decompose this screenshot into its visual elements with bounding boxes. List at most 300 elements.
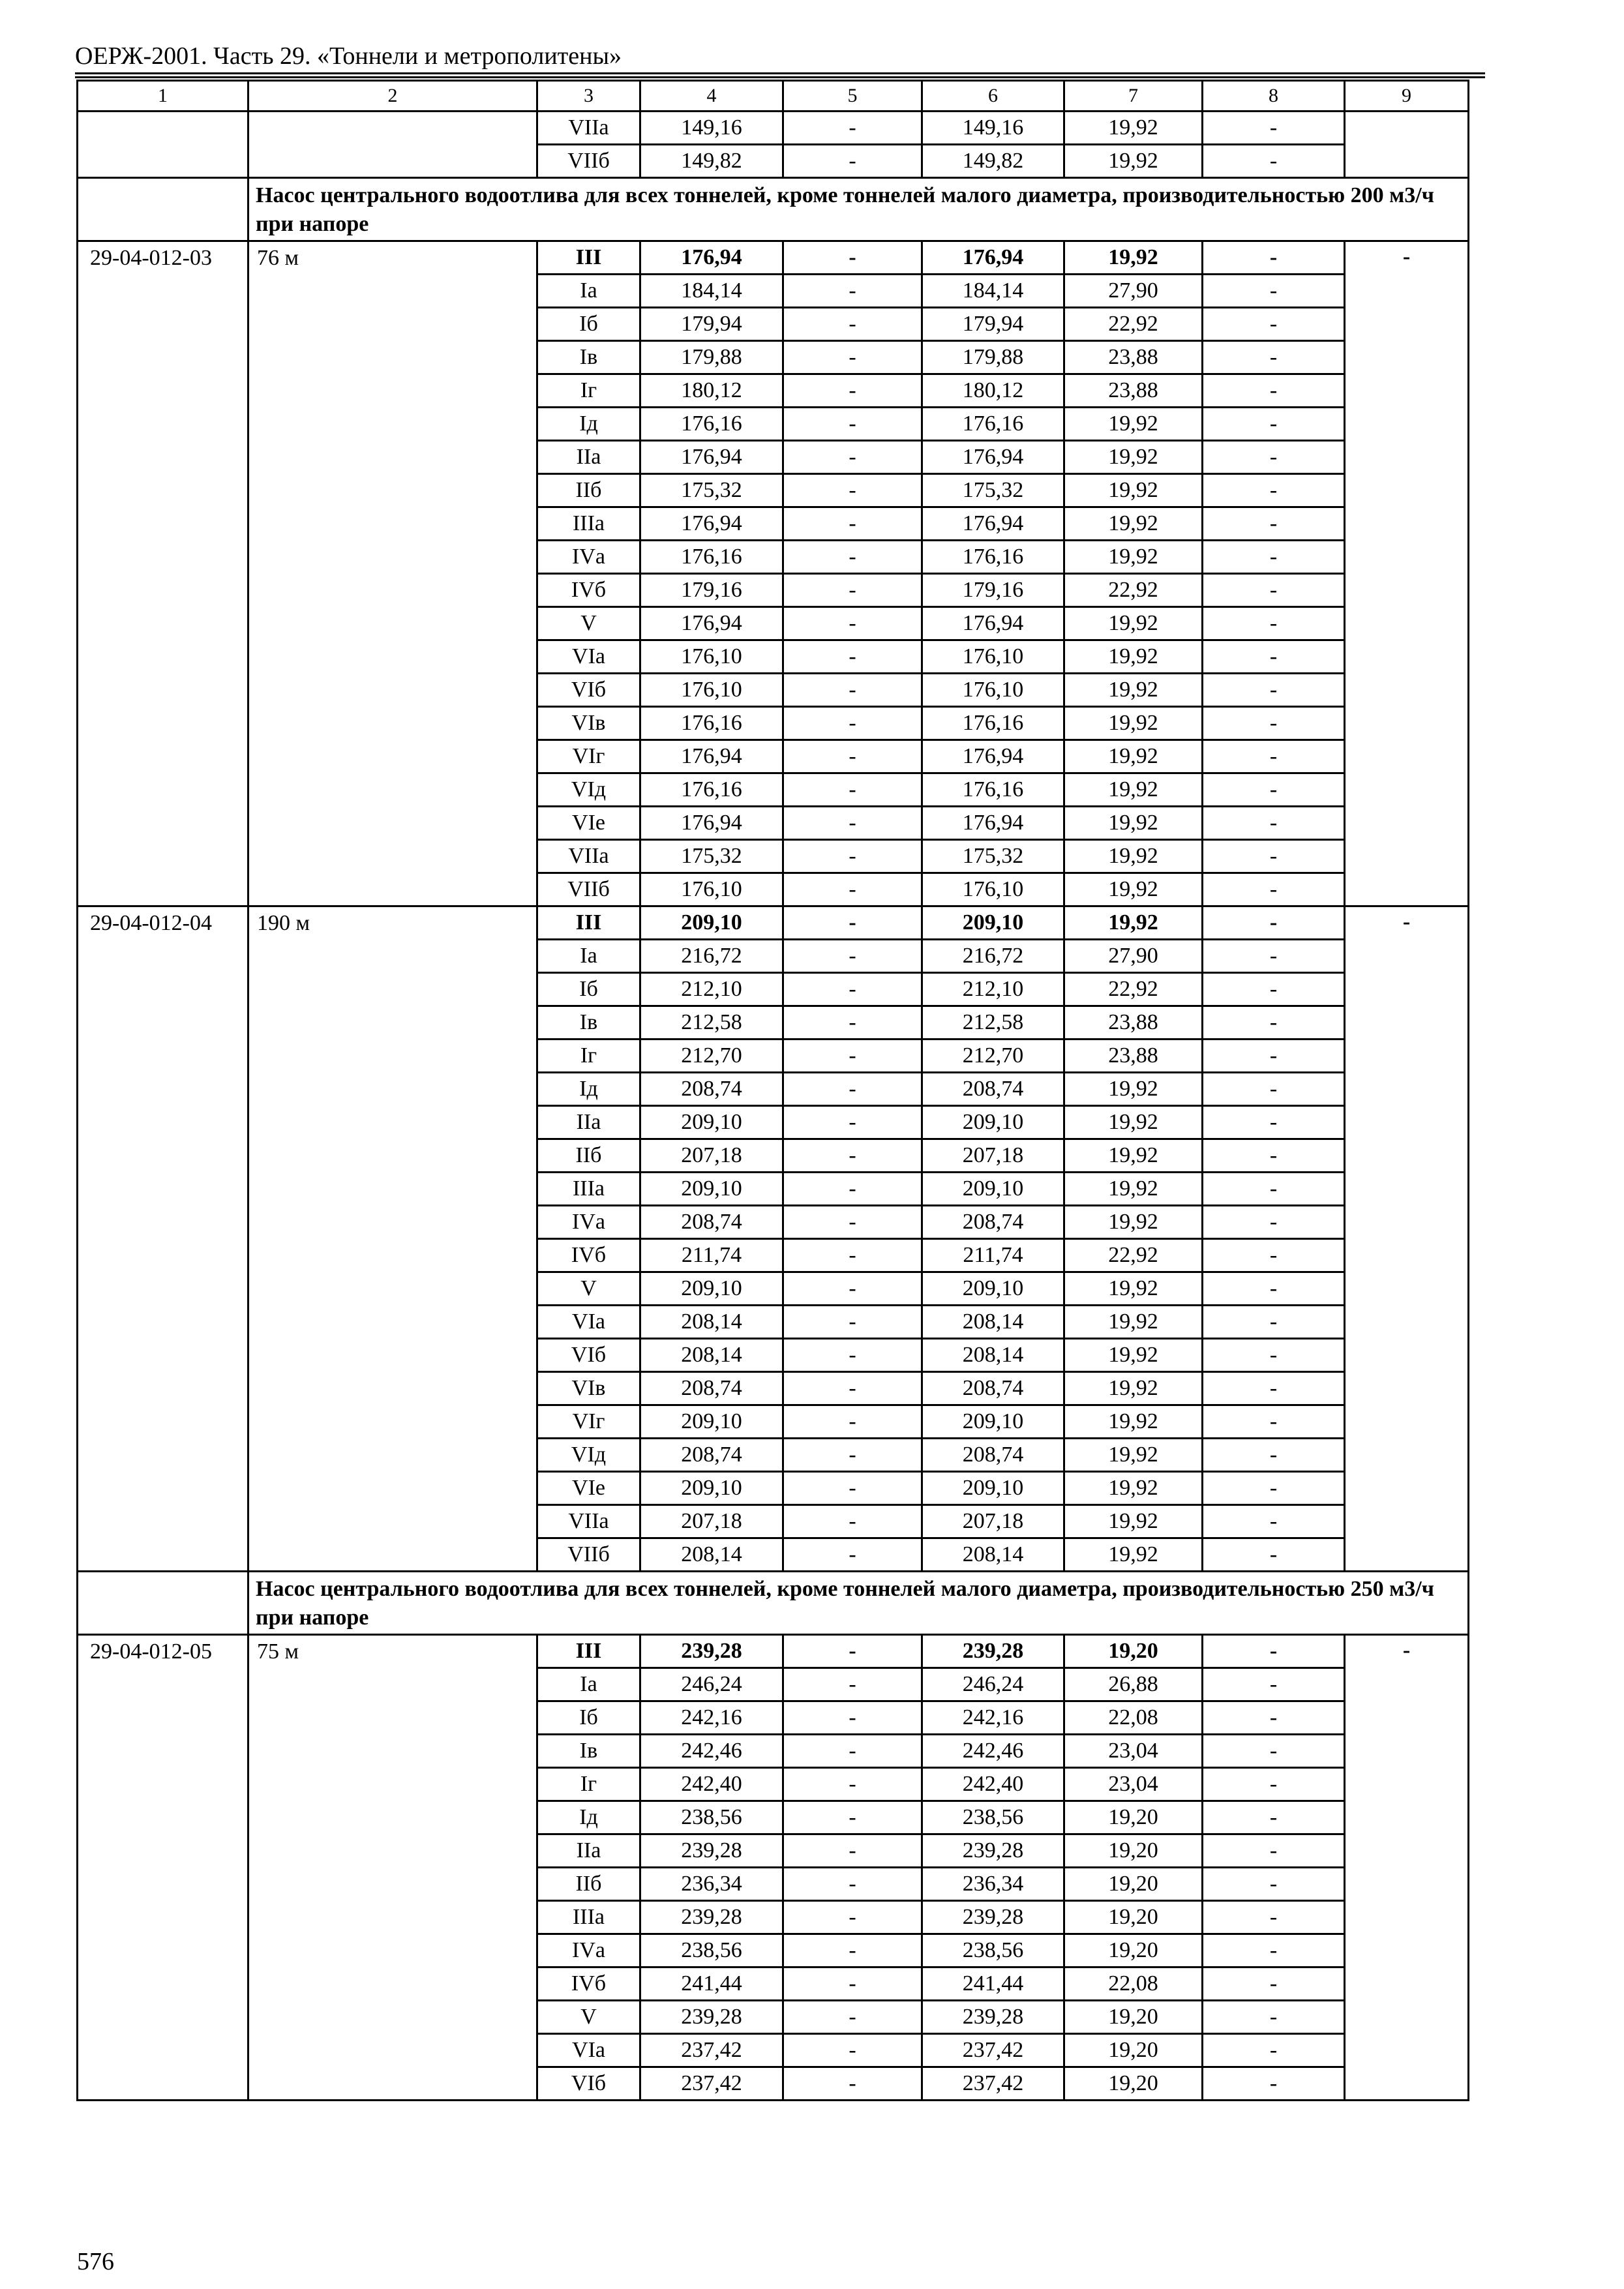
wage-cell: -: [783, 1239, 922, 1272]
machine-cost-cell: 239,28: [922, 1834, 1064, 1868]
running-header: ОЕРЖ-2001. Часть 29. «Тоннели и метрополитены»: [75, 42, 622, 70]
driver-wage-cell: 19,20: [1064, 2001, 1203, 2034]
machine-cost-cell: 212,70: [922, 1040, 1064, 1073]
wage-cell: -: [783, 773, 922, 807]
driver-wage-cell: 23,04: [1064, 1768, 1203, 1801]
code-cell: [78, 112, 248, 178]
zone-cell: IIа: [537, 441, 640, 474]
wage-cell: -: [783, 374, 922, 408]
total-cost-cell: 184,14: [640, 275, 783, 308]
wage-cell: -: [783, 1439, 922, 1472]
materials-cell: -: [1203, 1040, 1345, 1073]
wage-cell: -: [783, 1073, 922, 1106]
wage-cell: -: [783, 1206, 922, 1239]
wage-cell: -: [783, 308, 922, 341]
driver-wage-cell: 22,92: [1064, 308, 1203, 341]
section-heading: Насос центрального водоотлива для всех тоннелей, кроме тоннелей малого диаметра, производительностью 250 м3/ч при напоре: [248, 1572, 1469, 1635]
driver-wage-cell: 19,92: [1064, 1306, 1203, 1339]
wage-cell: -: [783, 275, 922, 308]
wage-cell: -: [783, 1106, 922, 1139]
machine-cost-cell: 176,94: [922, 807, 1064, 840]
total-cost-cell: 176,16: [640, 707, 783, 740]
materials-cell: -: [1203, 241, 1345, 275]
machine-cost-cell: 209,10: [922, 1272, 1064, 1306]
materials-cell: -: [1203, 1372, 1345, 1405]
driver-wage-cell: 19,92: [1064, 145, 1203, 178]
machine-cost-cell: 209,10: [922, 1405, 1064, 1439]
zone-cell: VIг: [537, 740, 640, 773]
materials-cell: -: [1203, 474, 1345, 507]
zone-cell: III: [537, 1635, 640, 1668]
materials-cell: -: [1203, 1106, 1345, 1139]
driver-wage-cell: 19,20: [1064, 1901, 1203, 1934]
driver-wage-cell: 19,92: [1064, 607, 1203, 640]
wage-cell: -: [783, 341, 922, 374]
table-row: [78, 906, 1469, 940]
machine-cost-cell: 242,40: [922, 1768, 1064, 1801]
driver-wage-cell: 23,88: [1064, 341, 1203, 374]
machine-cost-cell: 242,46: [922, 1735, 1064, 1768]
zone-cell: Iв: [537, 1006, 640, 1040]
driver-wage-cell: 19,92: [1064, 1139, 1203, 1173]
zone-cell: VIе: [537, 807, 640, 840]
machine-cost-cell: 216,72: [922, 940, 1064, 973]
wage-cell: -: [783, 1635, 922, 1668]
machine-cost-cell: 208,74: [922, 1073, 1064, 1106]
code-cell: 29-04-012-03: [78, 241, 248, 906]
materials-cell: -: [1203, 1701, 1345, 1735]
driver-wage-cell: 23,88: [1064, 374, 1203, 408]
wage-cell: -: [783, 607, 922, 640]
machine-cost-cell: 239,28: [922, 2001, 1064, 2034]
wage-cell: -: [783, 474, 922, 507]
total-cost-cell: 212,10: [640, 973, 783, 1006]
zone-cell: Iг: [537, 1040, 640, 1073]
driver-wage-cell: 27,90: [1064, 940, 1203, 973]
wage-cell: -: [783, 1272, 922, 1306]
driver-wage-cell: 19,92: [1064, 1472, 1203, 1505]
zone-cell: IIIа: [537, 1901, 640, 1934]
driver-wage-cell: 19,92: [1064, 1073, 1203, 1106]
col9-cell: -: [1345, 241, 1469, 906]
wage-cell: -: [783, 906, 922, 940]
zone-cell: VIб: [537, 1339, 640, 1372]
zone-cell: IVб: [537, 574, 640, 607]
machine-cost-cell: 176,94: [922, 441, 1064, 474]
wage-cell: -: [783, 1173, 922, 1206]
zone-cell: Iа: [537, 940, 640, 973]
wage-cell: -: [783, 1339, 922, 1372]
zone-cell: IVб: [537, 1967, 640, 2001]
machine-cost-cell: 175,32: [922, 840, 1064, 873]
wage-cell: -: [783, 873, 922, 906]
machine-cost-cell: 239,28: [922, 1901, 1064, 1934]
total-cost-cell: 242,40: [640, 1768, 783, 1801]
total-cost-cell: 209,10: [640, 1106, 783, 1139]
table-row: [78, 112, 1469, 145]
total-cost-cell: 208,74: [640, 1439, 783, 1472]
machine-cost-cell: 176,16: [922, 773, 1064, 807]
zone-cell: IIа: [537, 1834, 640, 1868]
wage-cell: -: [783, 1668, 922, 1701]
total-cost-cell: 179,88: [640, 341, 783, 374]
materials-cell: -: [1203, 275, 1345, 308]
wage-cell: -: [783, 1801, 922, 1834]
wage-cell: -: [783, 145, 922, 178]
driver-wage-cell: 19,92: [1064, 1505, 1203, 1538]
wage-cell: -: [783, 674, 922, 707]
zone-cell: IIб: [537, 474, 640, 507]
total-cost-cell: 176,94: [640, 740, 783, 773]
driver-wage-cell: 19,92: [1064, 773, 1203, 807]
machine-cost-cell: 207,18: [922, 1505, 1064, 1538]
col9-cell: -: [1345, 906, 1469, 1572]
wage-cell: -: [783, 1306, 922, 1339]
driver-wage-cell: 23,88: [1064, 1006, 1203, 1040]
materials-cell: -: [1203, 940, 1345, 973]
driver-wage-cell: 22,92: [1064, 973, 1203, 1006]
materials-cell: -: [1203, 408, 1345, 441]
materials-cell: -: [1203, 1006, 1345, 1040]
materials-cell: -: [1203, 574, 1345, 607]
total-cost-cell: 216,72: [640, 940, 783, 973]
materials-cell: -: [1203, 1768, 1345, 1801]
wage-cell: -: [783, 1735, 922, 1768]
total-cost-cell: 208,14: [640, 1339, 783, 1372]
machine-cost-cell: 208,14: [922, 1538, 1064, 1572]
zone-cell: V: [537, 607, 640, 640]
driver-wage-cell: 19,92: [1064, 807, 1203, 840]
zone-cell: IVа: [537, 1206, 640, 1239]
materials-cell: -: [1203, 2034, 1345, 2067]
total-cost-cell: 179,94: [640, 308, 783, 341]
machine-cost-cell: 211,74: [922, 1239, 1064, 1272]
machine-cost-cell: 208,14: [922, 1306, 1064, 1339]
wage-cell: -: [783, 1934, 922, 1967]
driver-wage-cell: 22,92: [1064, 1239, 1203, 1272]
zone-cell: VIг: [537, 1405, 640, 1439]
total-cost-cell: 176,10: [640, 674, 783, 707]
driver-wage-cell: 19,92: [1064, 1405, 1203, 1439]
wage-cell: -: [783, 1472, 922, 1505]
driver-wage-cell: 19,92: [1064, 1206, 1203, 1239]
section-heading-row: [78, 178, 1469, 241]
code-cell: 29-04-012-04: [78, 906, 248, 1572]
materials-cell: -: [1203, 1967, 1345, 2001]
wage-cell: -: [783, 840, 922, 873]
total-cost-cell: 241,44: [640, 1967, 783, 2001]
machine-cost-cell: 180,12: [922, 374, 1064, 408]
machine-cost-cell: 242,16: [922, 1701, 1064, 1735]
table-row: [78, 1635, 1469, 1668]
machine-cost-cell: 209,10: [922, 1106, 1064, 1139]
total-cost-cell: 209,10: [640, 1272, 783, 1306]
column-number: 1: [78, 81, 248, 112]
total-cost-cell: 179,16: [640, 574, 783, 607]
total-cost-cell: 176,16: [640, 773, 783, 807]
table-body: [78, 81, 1469, 2101]
zone-cell: VIIб: [537, 873, 640, 906]
materials-cell: -: [1203, 112, 1345, 145]
materials-cell: -: [1203, 1272, 1345, 1306]
wage-cell: -: [783, 112, 922, 145]
machine-cost-cell: 207,18: [922, 1139, 1064, 1173]
materials-cell: -: [1203, 1635, 1345, 1668]
total-cost-cell: 176,94: [640, 241, 783, 275]
driver-wage-cell: 19,92: [1064, 1439, 1203, 1472]
zone-cell: V: [537, 2001, 640, 2034]
driver-wage-cell: 19,92: [1064, 1272, 1203, 1306]
zone-cell: IIIа: [537, 1173, 640, 1206]
materials-cell: -: [1203, 507, 1345, 541]
section-spacer-cell: [78, 1572, 248, 1635]
driver-wage-cell: 19,92: [1064, 241, 1203, 275]
total-cost-cell: 149,16: [640, 112, 783, 145]
zone-cell: VIв: [537, 707, 640, 740]
column-number: 4: [640, 81, 783, 112]
driver-wage-cell: 19,92: [1064, 1339, 1203, 1372]
total-cost-cell: 176,94: [640, 507, 783, 541]
wage-cell: -: [783, 707, 922, 740]
total-cost-cell: 237,42: [640, 2067, 783, 2101]
wage-cell: -: [783, 507, 922, 541]
driver-wage-cell: 19,92: [1064, 112, 1203, 145]
driver-wage-cell: 27,90: [1064, 275, 1203, 308]
column-number: 8: [1203, 81, 1345, 112]
wage-cell: -: [783, 1405, 922, 1439]
machine-cost-cell: 208,74: [922, 1206, 1064, 1239]
wage-cell: -: [783, 807, 922, 840]
wage-cell: -: [783, 1901, 922, 1934]
machine-cost-cell: 239,28: [922, 1635, 1064, 1668]
materials-cell: -: [1203, 1073, 1345, 1106]
section-heading: Насос центрального водоотлива для всех тоннелей, кроме тоннелей малого диаметра, производительностью 200 м3/ч при напоре: [248, 178, 1469, 241]
machine-cost-cell: 237,42: [922, 2034, 1064, 2067]
materials-cell: -: [1203, 2001, 1345, 2034]
machine-cost-cell: 175,32: [922, 474, 1064, 507]
materials-cell: -: [1203, 1173, 1345, 1206]
materials-cell: -: [1203, 807, 1345, 840]
total-cost-cell: 149,82: [640, 145, 783, 178]
zone-cell: Iб: [537, 973, 640, 1006]
header-rule: [75, 72, 1485, 74]
wage-cell: -: [783, 1006, 922, 1040]
total-cost-cell: 239,28: [640, 1834, 783, 1868]
materials-cell: -: [1203, 1735, 1345, 1768]
materials-cell: -: [1203, 308, 1345, 341]
wage-cell: -: [783, 2034, 922, 2067]
materials-cell: -: [1203, 1239, 1345, 1272]
materials-cell: -: [1203, 1206, 1345, 1239]
total-cost-cell: 176,94: [640, 607, 783, 640]
page-number: 576: [77, 2248, 114, 2275]
total-cost-cell: 176,94: [640, 807, 783, 840]
column-number-row: [78, 81, 1469, 112]
column-number: 9: [1345, 81, 1469, 112]
driver-wage-cell: 19,92: [1064, 474, 1203, 507]
machine-cost-cell: 184,14: [922, 275, 1064, 308]
wage-cell: -: [783, 541, 922, 574]
materials-cell: -: [1203, 1405, 1345, 1439]
wage-cell: -: [783, 1768, 922, 1801]
driver-wage-cell: 26,88: [1064, 1668, 1203, 1701]
total-cost-cell: 207,18: [640, 1139, 783, 1173]
machine-cost-cell: 238,56: [922, 1801, 1064, 1834]
machine-cost-cell: 237,42: [922, 2067, 1064, 2101]
wage-cell: -: [783, 1967, 922, 2001]
zone-cell: VIIб: [537, 145, 640, 178]
machine-cost-cell: 208,74: [922, 1439, 1064, 1472]
total-cost-cell: 209,10: [640, 1472, 783, 1505]
materials-cell: -: [1203, 541, 1345, 574]
total-cost-cell: 208,14: [640, 1538, 783, 1572]
wage-cell: -: [783, 241, 922, 275]
driver-wage-cell: 22,08: [1064, 1967, 1203, 2001]
zone-cell: VIв: [537, 1372, 640, 1405]
total-cost-cell: 239,28: [640, 1901, 783, 1934]
wage-cell: -: [783, 1868, 922, 1901]
wage-cell: -: [783, 1040, 922, 1073]
wage-cell: -: [783, 2001, 922, 2034]
machine-cost-cell: 149,16: [922, 112, 1064, 145]
machine-cost-cell: 208,74: [922, 1372, 1064, 1405]
materials-cell: -: [1203, 1801, 1345, 1834]
zone-cell: III: [537, 241, 640, 275]
materials-cell: -: [1203, 1868, 1345, 1901]
machine-cost-cell: 176,16: [922, 707, 1064, 740]
total-cost-cell: 208,14: [640, 1306, 783, 1339]
materials-cell: -: [1203, 1139, 1345, 1173]
driver-wage-cell: 19,20: [1064, 1635, 1203, 1668]
machine-cost-cell: 176,16: [922, 541, 1064, 574]
machine-cost-cell: 179,16: [922, 574, 1064, 607]
total-cost-cell: 208,74: [640, 1372, 783, 1405]
driver-wage-cell: 19,92: [1064, 707, 1203, 740]
zone-cell: IIIа: [537, 507, 640, 541]
machine-cost-cell: 176,94: [922, 507, 1064, 541]
column-number: 5: [783, 81, 922, 112]
driver-wage-cell: 19,92: [1064, 906, 1203, 940]
total-cost-cell: 236,34: [640, 1868, 783, 1901]
zone-cell: VIIб: [537, 1538, 640, 1572]
machine-cost-cell: 209,10: [922, 906, 1064, 940]
wage-cell: -: [783, 441, 922, 474]
driver-wage-cell: 19,92: [1064, 507, 1203, 541]
zone-cell: IVа: [537, 541, 640, 574]
driver-wage-cell: 19,92: [1064, 1372, 1203, 1405]
machine-cost-cell: 176,94: [922, 607, 1064, 640]
column-number: 2: [248, 81, 537, 112]
materials-cell: -: [1203, 707, 1345, 740]
wage-cell: -: [783, 973, 922, 1006]
zone-cell: IIб: [537, 1139, 640, 1173]
wage-cell: -: [783, 1538, 922, 1572]
materials-cell: -: [1203, 341, 1345, 374]
materials-cell: -: [1203, 973, 1345, 1006]
driver-wage-cell: 22,08: [1064, 1701, 1203, 1735]
total-cost-cell: 208,74: [640, 1206, 783, 1239]
column-number: 3: [537, 81, 640, 112]
machine-cost-cell: 176,10: [922, 640, 1064, 674]
driver-wage-cell: 19,92: [1064, 408, 1203, 441]
distance-cell: [248, 112, 537, 178]
driver-wage-cell: 19,92: [1064, 541, 1203, 574]
price-table: [76, 80, 1469, 2101]
zone-cell: Iв: [537, 1735, 640, 1768]
driver-wage-cell: 19,20: [1064, 2067, 1203, 2101]
machine-cost-cell: 149,82: [922, 145, 1064, 178]
driver-wage-cell: 19,92: [1064, 640, 1203, 674]
total-cost-cell: 242,46: [640, 1735, 783, 1768]
driver-wage-cell: 19,92: [1064, 1106, 1203, 1139]
machine-cost-cell: 209,10: [922, 1173, 1064, 1206]
materials-cell: -: [1203, 674, 1345, 707]
zone-cell: IIб: [537, 1868, 640, 1901]
zone-cell: VIIа: [537, 1505, 640, 1538]
total-cost-cell: 212,70: [640, 1040, 783, 1073]
machine-cost-cell: 246,24: [922, 1668, 1064, 1701]
driver-wage-cell: 19,92: [1064, 873, 1203, 906]
zone-cell: V: [537, 1272, 640, 1306]
materials-cell: -: [1203, 1505, 1345, 1538]
materials-cell: -: [1203, 1439, 1345, 1472]
column-number: 6: [922, 81, 1064, 112]
wage-cell: -: [783, 1834, 922, 1868]
total-cost-cell: 209,10: [640, 1173, 783, 1206]
zone-cell: Iб: [537, 1701, 640, 1735]
total-cost-cell: 176,94: [640, 441, 783, 474]
materials-cell: -: [1203, 873, 1345, 906]
driver-wage-cell: 19,92: [1064, 674, 1203, 707]
materials-cell: -: [1203, 906, 1345, 940]
zone-cell: VIа: [537, 1306, 640, 1339]
driver-wage-cell: 23,04: [1064, 1735, 1203, 1768]
machine-cost-cell: 176,10: [922, 674, 1064, 707]
wage-cell: -: [783, 408, 922, 441]
wage-cell: -: [783, 2067, 922, 2101]
table-row: [78, 241, 1469, 275]
machine-cost-cell: 236,34: [922, 1868, 1064, 1901]
driver-wage-cell: 19,92: [1064, 441, 1203, 474]
wage-cell: -: [783, 1139, 922, 1173]
machine-cost-cell: 241,44: [922, 1967, 1064, 2001]
zone-cell: Iа: [537, 1668, 640, 1701]
zone-cell: Iд: [537, 1801, 640, 1834]
zone-cell: Iг: [537, 374, 640, 408]
distance-cell: 76 м: [248, 241, 537, 906]
materials-cell: -: [1203, 1934, 1345, 1967]
wage-cell: -: [783, 1505, 922, 1538]
wage-cell: -: [783, 1701, 922, 1735]
zone-cell: Iд: [537, 408, 640, 441]
header-rule: [75, 76, 1485, 78]
machine-cost-cell: 212,10: [922, 973, 1064, 1006]
driver-wage-cell: 19,20: [1064, 2034, 1203, 2067]
materials-cell: -: [1203, 1472, 1345, 1505]
driver-wage-cell: 23,88: [1064, 1040, 1203, 1073]
driver-wage-cell: 19,92: [1064, 840, 1203, 873]
driver-wage-cell: 22,92: [1064, 574, 1203, 607]
materials-cell: -: [1203, 145, 1345, 178]
materials-cell: -: [1203, 1901, 1345, 1934]
total-cost-cell: 238,56: [640, 1801, 783, 1834]
materials-cell: -: [1203, 1668, 1345, 1701]
machine-cost-cell: 238,56: [922, 1934, 1064, 1967]
total-cost-cell: 239,28: [640, 2001, 783, 2034]
column-number: 7: [1064, 81, 1203, 112]
driver-wage-cell: 19,92: [1064, 740, 1203, 773]
materials-cell: -: [1203, 441, 1345, 474]
